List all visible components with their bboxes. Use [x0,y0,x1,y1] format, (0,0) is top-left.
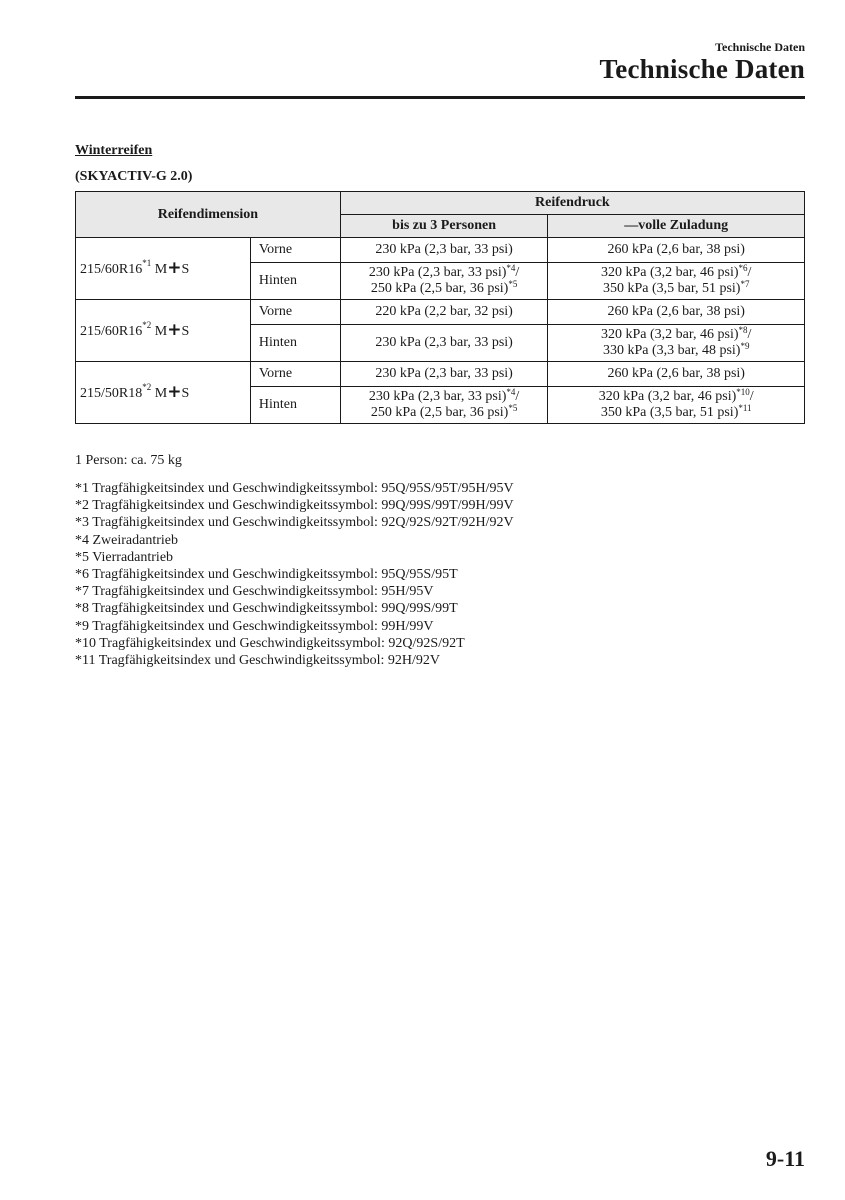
pressure-line: 250 kPa (2,5 bar, 36 psi) [370,405,509,420]
ms-m: M [154,261,168,277]
page-number: 9-11 [765,1146,805,1171]
footnote: *8 Tragfähigkeitsindex und Geschwindigkeitssymbol: 99Q/99S/99T [75,601,458,617]
footnote: *5 Vierradantrieb [75,549,174,565]
footnote-ref: *4 [506,387,516,397]
position-front: Vorne [250,362,340,387]
position-rear: Hinten [250,263,340,300]
pressure-line: 320 kPa (3,2 bar, 46 psi) [601,265,739,280]
footnote-ref: *5 [508,279,518,289]
separator: / [515,265,520,280]
tyre-size: 215/50R18 [80,385,143,401]
footnote-ref: *10 [736,387,750,397]
footnote-ref: *6 [738,263,748,273]
page-title: Technische Daten [599,54,805,84]
table-row [76,300,805,325]
footnote-ref: *7 [740,279,750,289]
separator: / [747,265,752,280]
header-full-load: —volle Zuladung [548,215,805,238]
ms-s: S [181,385,190,401]
pressure-cell: 230 kPa (2,3 bar, 33 psi) [340,325,548,362]
header-up-to-3: bis zu 3 Personen [340,215,548,238]
pressure-cell: 260 kPa (2,6 bar, 38 psi) [548,300,805,325]
pressure-cell: 230 kPa (2,3 bar, 33 psi) [340,238,548,263]
ms-plus-icon: + [167,257,182,278]
ms-s: S [181,261,190,277]
pressure-cell [548,325,805,362]
pressure-line: 320 kPa (3,2 bar, 46 psi) [598,389,737,404]
position-rear: Hinten [250,325,340,362]
header-rule [75,96,805,99]
header-pressure: Reifendruck [340,192,804,215]
pressure-line: 350 kPa (3,5 bar, 51 psi) [600,405,739,420]
footnote-ref: *4 [506,263,516,273]
pressure-cell: 260 kPa (2,6 bar, 38 psi) [548,238,805,263]
tyre-size: 215/60R16 [80,261,143,277]
pressure-line: 350 kPa (3,5 bar, 51 psi) [602,281,741,296]
tyre-size-cell [76,300,251,362]
tyre-size-footnote: *2 [142,319,152,330]
footnote: *3 Tragfähigkeitsindex und Geschwindigkeitssymbol: 92Q/92S/92T/92H/92V [75,515,514,531]
footnote: *1 Tragfähigkeitsindex und Geschwindigkeitssymbol: 95Q/95S/95T/95H/95V [75,481,514,496]
footnote: *9 Tragfähigkeitsindex und Geschwindigkeitssymbol: 99H/99V [75,618,434,634]
pressure-line: 320 kPa (3,2 bar, 46 psi) [601,327,739,342]
tyre-pressure-table [75,191,805,424]
table-row [76,362,805,387]
ms-s: S [181,323,190,339]
pressure-line: 250 kPa (2,5 bar, 36 psi) [370,281,509,296]
running-header: Technische Daten [715,40,805,54]
separator: / [747,327,752,342]
tyre-size-cell [76,362,251,424]
pressure-line: 330 kPa (3,3 bar, 48 psi) [602,343,741,358]
footnote-ref: *8 [738,325,748,335]
pressure-line: 230 kPa (2,3 bar, 33 psi) [368,265,507,280]
footnote: *11 Tragfähigkeitsindex und Geschwindigkeitssymbol: 92H/92V [75,653,441,669]
pressure-cell: 230 kPa (2,3 bar, 33 psi) [340,362,548,387]
table-row [76,238,805,263]
pressure-cell: 220 kPa (2,2 bar, 32 psi) [340,300,548,325]
tyre-size-cell [76,238,251,300]
footnote: *6 Tragfähigkeitsindex und Geschwindigkeitssymbol: 95Q/95S/95T [75,567,458,583]
tyre-size-footnote: *1 [142,257,152,268]
separator: / [749,389,754,404]
tyre-size-footnote: *2 [142,381,152,392]
pressure-cell [340,387,548,424]
footnote: *2 Tragfähigkeitsindex und Geschwindigkeitssymbol: 99Q/99S/99T/99H/99V [75,498,514,514]
footnote-ref: *9 [740,341,750,351]
person-weight-note: 1 Person: ca. 75 kg [75,453,182,468]
footnote-list [75,480,514,669]
pressure-cell [548,263,805,300]
ms-m: M [154,323,168,339]
footnote-ref: *5 [508,403,518,413]
pressure-line: 230 kPa (2,3 bar, 33 psi) [368,389,507,404]
tyre-size: 215/60R16 [80,323,143,339]
position-front: Vorne [250,238,340,263]
separator: / [515,389,520,404]
footnote: *7 Tragfähigkeitsindex und Geschwindigkeitssymbol: 95H/95V [75,584,434,600]
position-rear: Hinten [250,387,340,424]
footnote-ref: *11 [738,403,752,413]
footnote: *10 Tragfähigkeitsindex und Geschwindigkeitssymbol: 92Q/92S/92T [75,635,465,651]
subsection-title: (SKYACTIV-G 2.0) [75,169,193,184]
footnote: *4 Zweiradantrieb [75,532,179,548]
pressure-cell [548,387,805,424]
position-front: Vorne [250,300,340,325]
pressure-cell [340,263,548,300]
header-dimension: Reifendimension [76,192,341,238]
ms-m: M [154,385,168,401]
pressure-cell: 260 kPa (2,6 bar, 38 psi) [548,362,805,387]
ms-plus-icon: + [167,381,182,402]
ms-plus-icon: + [167,319,182,340]
section-title: Winterreifen [75,143,153,158]
